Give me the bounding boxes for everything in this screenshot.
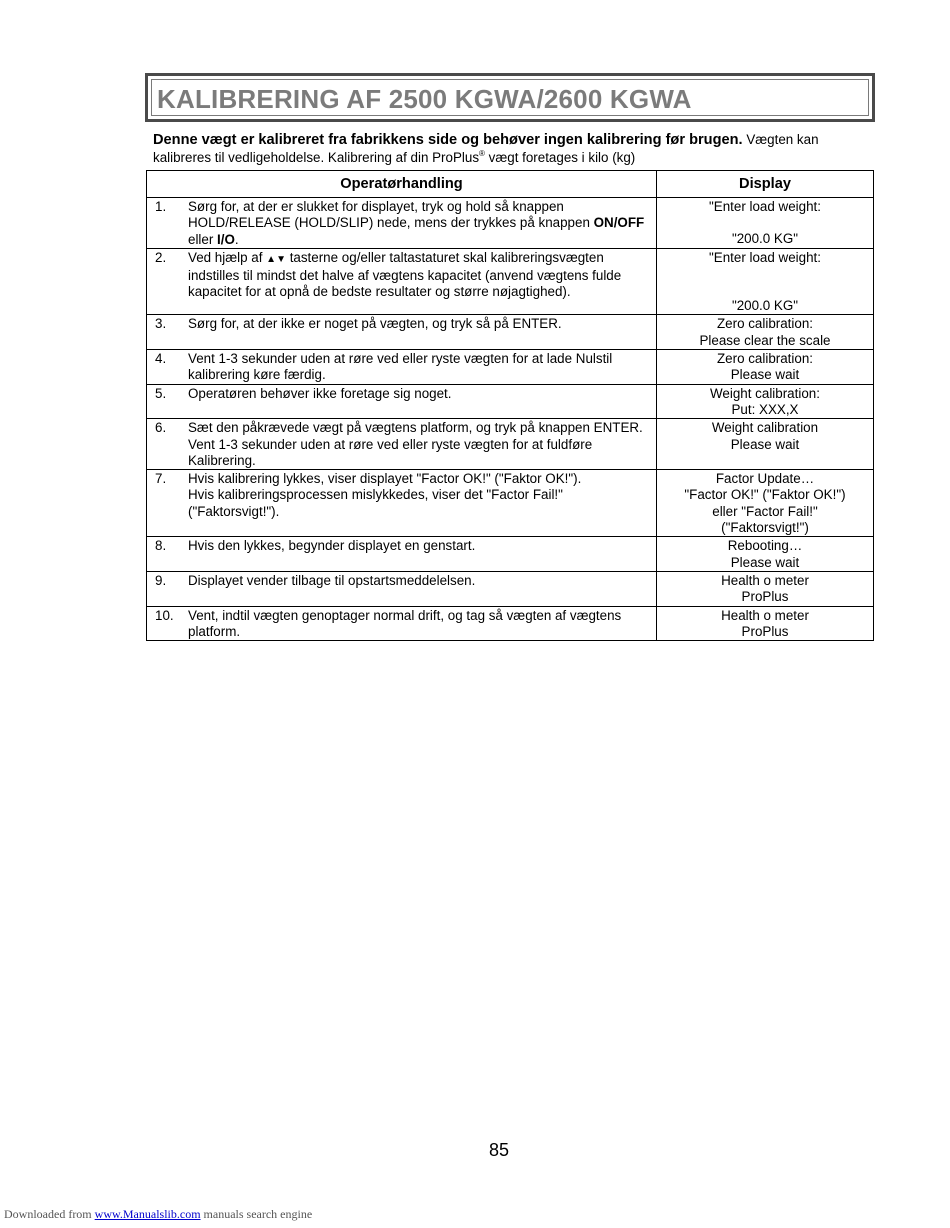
display-line: eller "Factor Fail!" [712, 503, 818, 519]
step-text-part: Sørg for, at der er slukket for displayet, tryk og hold så knappen HOLD/RELEASE (HOLD/SLIP) nede, mens der trykkes på knappen [188, 199, 594, 231]
step-number: 10. [155, 607, 174, 623]
display-line: Please wait [730, 554, 800, 570]
display-line: Please wait [730, 367, 800, 383]
display-blank-line [659, 282, 871, 298]
intro-paragraph [153, 131, 873, 166]
header-display: Display [657, 171, 874, 198]
display-line: "Factor OK!" ("Faktor OK!") [684, 487, 846, 503]
step-text: Vent 1-3 sekunder uden at røre ved eller ryste vægten for at lade Nulstil kalibrering køre færdig. [188, 351, 613, 383]
io-label: I/O [217, 231, 235, 247]
step-cell [147, 571, 657, 606]
table-row [147, 350, 874, 385]
table-row [147, 606, 874, 641]
step-text: Operatøren behøver ikke foretage sig noget. [188, 385, 452, 401]
page-title: KALIBRERING AF 2500 KGWA/2600 KGWA [157, 84, 692, 114]
step-text-part: tasterne og/eller taltastaturet skal kalibreringsvægten indstilles til mindst det halve af vægtens kapacitet (anvend vægtens fulde kapacitet for at opnå de bedste resultater og større nøjagtighed). [188, 249, 622, 300]
step-text-part: Ved hjælp af [188, 249, 267, 265]
display-line: "Enter load weight: [709, 199, 821, 214]
intro-bold: Denne vægt er kalibreret fra fabrikkens side og behøver ingen kalibrering før brugen. [153, 132, 743, 148]
display-line: "200.0 KG" [731, 298, 799, 314]
step-text [188, 250, 654, 301]
display-cell [657, 571, 874, 606]
title-box [145, 73, 875, 122]
display-cell [657, 537, 874, 572]
step-text: Vent, indtil vægten genoptager normal drift, og tag så vægten af vægtens platform. [188, 607, 622, 639]
step-cell [147, 470, 657, 537]
page-number: 85 [488, 1140, 510, 1160]
step-cell [147, 248, 657, 315]
table-row [147, 470, 874, 537]
display-blank-line [659, 266, 871, 282]
step-text-line: Hvis kalibrering lykkes, viser displayet "Factor OK!" ("Faktor OK!"). [188, 471, 582, 487]
table-row [147, 384, 874, 419]
display-line: Please wait [730, 436, 800, 452]
intro-text-2: vægt foretages i kilo (kg) [484, 150, 636, 165]
step-text: Hvis den lykkes, begynder displayet en genstart. [188, 538, 476, 554]
display-line: Weight calibration: [710, 385, 820, 401]
step-number: 9. [155, 572, 167, 588]
step-text: Sæt den påkrævede vægt på vægtens platform, og tryk på knappen ENTER. Vent 1-3 sekunder uden at røre ved eller ryste vægten for at fuldføre Kalibrering. [188, 420, 643, 468]
intro-text-1: Vægten kan kalibreres til vedligeholdelse. Kalibrering af din ProPlus [153, 132, 819, 165]
display-line: Health o meter [721, 572, 809, 588]
footer-suffix: manuals search engine [200, 1207, 313, 1221]
step-cell [147, 350, 657, 385]
display-line: Health o meter [721, 607, 809, 623]
display-line: ("Faktorsvigt!") [721, 520, 809, 536]
table-row [147, 198, 874, 249]
step-number: 7. [155, 471, 167, 487]
registered-mark: ® [479, 149, 485, 158]
step-text: Sørg for, at der ikke er noget på vægten, og tryk så på ENTER. [188, 316, 562, 332]
manualslib-link[interactable]: www.Manualslib.com [94, 1207, 201, 1221]
table-row [147, 571, 874, 606]
step-number: 4. [155, 351, 167, 367]
step-number: 5. [155, 385, 167, 401]
display-cell [657, 315, 874, 350]
header-action: Operatørhandling [147, 171, 657, 198]
display-line: Rebooting… [727, 538, 803, 554]
display-cell [657, 419, 874, 470]
step-cell [147, 198, 657, 249]
display-line: Please clear the scale [699, 332, 831, 348]
table-row [147, 537, 874, 572]
step-cell [147, 606, 657, 641]
step-text-part: eller [188, 231, 218, 247]
display-line: Factor Update… [715, 471, 815, 487]
table-header-row [147, 171, 874, 198]
step-text-part: . [234, 231, 239, 247]
display-cell [657, 470, 874, 537]
display-line: "Enter load weight: [709, 249, 821, 265]
display-line: Put: XXX,X [731, 401, 799, 417]
step-text [188, 199, 654, 248]
step-cell [147, 419, 657, 470]
on-off-label: ON/OFF [593, 215, 645, 231]
step-text [188, 471, 654, 520]
step-number: 2. [155, 249, 167, 265]
footer-prefix: Downloaded from [4, 1207, 95, 1221]
calibration-table [146, 170, 874, 641]
step-number: 3. [155, 316, 167, 332]
display-cell [657, 606, 874, 641]
display-line: ProPlus [741, 623, 789, 639]
table-row [147, 419, 874, 470]
step-text: Displayet vender tilbage til opstartsmeddelelsen. [188, 572, 476, 588]
footer [4, 1207, 312, 1222]
display-cell [657, 198, 874, 249]
table-row [147, 315, 874, 350]
step-cell [147, 315, 657, 350]
step-number: 1. [155, 199, 167, 214]
step-number: 6. [155, 420, 167, 436]
up-down-arrows-icon: ▲▼ [266, 253, 286, 265]
display-cell [657, 384, 874, 419]
display-blank-line [659, 215, 871, 231]
step-cell [147, 537, 657, 572]
display-cell [657, 248, 874, 315]
display-line: "200.0 KG" [731, 231, 799, 247]
display-line: ProPlus [741, 589, 789, 605]
step-number: 8. [155, 538, 167, 554]
display-cell [657, 350, 874, 385]
step-cell [147, 384, 657, 419]
step-text-line: Hvis kalibreringsprocessen mislykkedes, viser det "Factor Fail!" ("Faktorsvigt!"). [188, 487, 563, 519]
display-line: Zero calibration: [716, 316, 813, 332]
display-line: Weight calibration [711, 420, 819, 436]
display-line: Zero calibration: [716, 351, 813, 367]
table-row [147, 248, 874, 315]
